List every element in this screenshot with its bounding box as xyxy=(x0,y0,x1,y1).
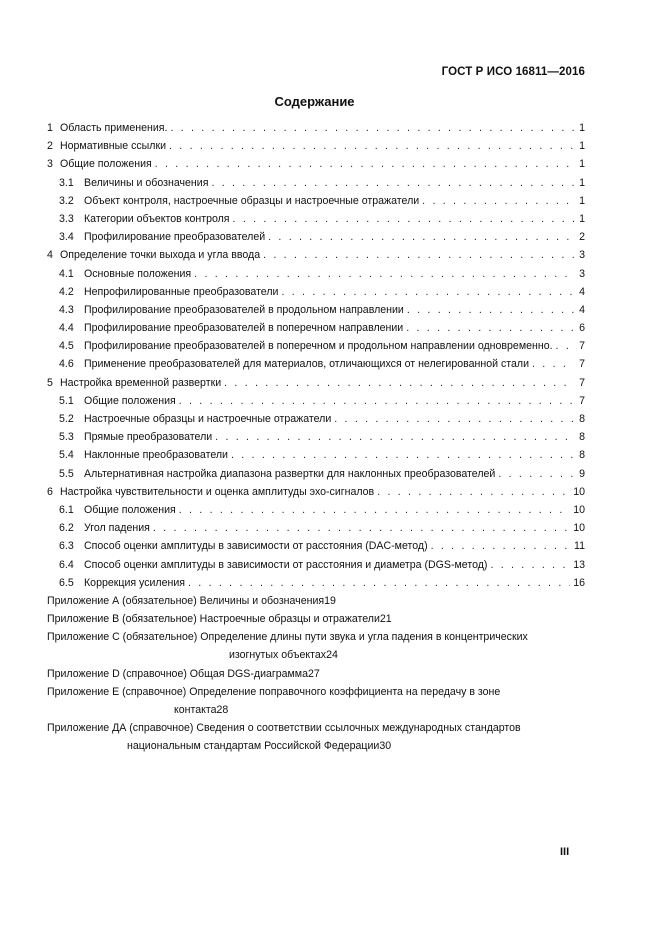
leader-dots xyxy=(334,410,574,428)
toc-entry-title: Профилирование преобразователей в поперечном направлении xyxy=(84,322,404,335)
toc-entry-number: 3.3 xyxy=(59,212,74,225)
leader-dots xyxy=(406,319,574,337)
toc-entry-page: 8 xyxy=(579,431,585,444)
toc-entry-page: 3 xyxy=(579,249,585,262)
toc-entry-title: Угол падения xyxy=(84,522,150,535)
toc-entry-number: 6.4 xyxy=(59,558,74,571)
toc-entry-page: 9 xyxy=(579,467,585,480)
leader-dots xyxy=(556,337,574,355)
toc-entry-page: 6 xyxy=(579,322,585,335)
toc-entry-number: 4.2 xyxy=(59,285,74,298)
toc-entry-title: Общие положения xyxy=(84,503,176,516)
toc-entry-title: Коррекция усиления xyxy=(84,576,186,589)
leader-dots xyxy=(407,301,574,319)
appendix-title-line1: Приложение Е (справочное) Определение поправочного коэффициента на передачу в зоне xyxy=(47,685,501,698)
toc-entry-number: 4.4 xyxy=(59,322,74,335)
toc-entry-page: 4 xyxy=(579,285,585,298)
leader-dots xyxy=(215,428,574,446)
toc-entry[interactable] xyxy=(47,265,585,283)
toc-entry-number: 4 xyxy=(47,249,53,262)
toc-entry[interactable] xyxy=(47,537,585,555)
toc-entry[interactable] xyxy=(47,428,585,446)
toc-entry-number: 6 xyxy=(47,485,53,498)
toc-entry-page: 27 xyxy=(308,667,320,680)
toc-entry[interactable] xyxy=(47,556,585,574)
toc-entry[interactable] xyxy=(47,519,585,537)
toc-entry-title: Альтернативная настройка диапазона развертки для наклонных преобразователей xyxy=(84,467,496,480)
toc-entry-title: Настроечные образцы и настроечные отражатели xyxy=(84,413,332,425)
toc-entry-number: 5.1 xyxy=(59,394,74,407)
toc-entry-page: 21 xyxy=(379,613,392,626)
toc-entry-number: 3 xyxy=(47,158,53,171)
toc-entry-number: 1 xyxy=(47,122,53,134)
toc-entry-page: 24 xyxy=(326,649,338,662)
toc-entry-page: 1 xyxy=(579,194,585,207)
toc-entry-title: Наклонные преобразователи xyxy=(84,449,228,462)
page-number: III xyxy=(560,846,570,858)
toc-appendix-entry[interactable] xyxy=(47,628,585,664)
toc-entry-title: Профилирование преобразователей в поперечном и продольном направлении одновременно. xyxy=(84,340,553,353)
appendix-title: Приложение А (обязательное) Величины и обозначения xyxy=(47,594,325,607)
toc-entry-page: 1 xyxy=(579,140,585,153)
appendix-title: Приложение В (обязательное) Настроечные образцы и отражатели xyxy=(47,613,380,626)
toc-entry-title: Определение точки выхода и угла ввода xyxy=(60,249,261,262)
toc-entry-page: 8 xyxy=(579,449,585,462)
toc-entry[interactable] xyxy=(47,337,585,355)
leader-dots xyxy=(233,210,574,228)
toc-entry[interactable] xyxy=(47,446,585,464)
leader-dots xyxy=(155,155,574,173)
toc-entry-page: 10 xyxy=(573,522,585,535)
toc-entry-number: 6.3 xyxy=(59,540,74,553)
leader-dots xyxy=(153,519,570,537)
toc-entry-page: 30 xyxy=(379,740,392,753)
toc-entry-title: Нормативные ссылки xyxy=(60,140,167,153)
toc-entry-page: 7 xyxy=(579,394,585,407)
leader-dots xyxy=(211,174,574,192)
toc-appendix-entry[interactable] xyxy=(47,719,585,755)
toc-entry-page: 7 xyxy=(579,358,585,371)
appendix-title-line1: Приложение С (обязательное) Определение длины пути звука и угла падения в концентрических xyxy=(47,631,528,644)
toc-entry-page: 1 xyxy=(579,176,585,189)
toc-appendix-entry[interactable] xyxy=(47,683,585,719)
toc-entry-page: 7 xyxy=(579,376,585,389)
toc-entry[interactable] xyxy=(47,301,585,319)
leader-dots xyxy=(170,119,574,137)
toc-entry-title: Объект контроля, настроечные образцы и настроечные отражатели xyxy=(84,194,420,207)
document-code-header: ГОСТ Р ИСО 16811—2016 xyxy=(441,66,585,78)
toc-entry-number: 6.2 xyxy=(59,522,74,535)
appendix-title-line2: изогнутых объектах xyxy=(229,649,327,662)
toc-entry[interactable] xyxy=(47,355,585,373)
toc-entry-title: Способ оценки амплитуды в зависимости от расстояния (DAC-метод) xyxy=(84,540,428,553)
toc-entry-number: 5.3 xyxy=(59,431,74,444)
toc-appendix-entry[interactable] xyxy=(47,665,585,683)
leader-dots xyxy=(281,283,574,301)
leader-dots xyxy=(231,446,574,464)
toc-entry-title: Применение преобразователей для материалов, отличающихся от нелегированной стали xyxy=(84,358,529,371)
toc-entry-title: Общие положения xyxy=(84,394,176,407)
toc-entry-number: 3.1 xyxy=(59,176,74,189)
toc-entry-page: 10 xyxy=(573,503,585,516)
leader-dots xyxy=(224,374,574,392)
toc-entry-number: 3.4 xyxy=(59,231,74,244)
toc-entry-title: Непрофилированные преобразователи xyxy=(84,285,279,298)
toc-entry[interactable] xyxy=(47,192,585,210)
toc-entry[interactable] xyxy=(47,501,585,519)
toc-entry-page: 8 xyxy=(579,413,585,425)
toc-entry-page: 13 xyxy=(573,558,585,571)
leader-dots xyxy=(377,483,570,501)
leader-dots xyxy=(188,574,570,592)
toc-appendix-entry[interactable] xyxy=(47,610,585,628)
toc-entry-title: Общие положения xyxy=(60,158,152,171)
toc-entry-number: 5.5 xyxy=(59,467,74,480)
toc-entry-page: 2 xyxy=(579,231,585,244)
leader-dots xyxy=(532,355,574,373)
toc-entry-title: Способ оценки амплитуды в зависимости от расстояния и диаметра (DGS-метод) xyxy=(84,558,488,571)
toc-entry-title: Область применения. xyxy=(60,122,168,134)
toc-entry-title: Основные положения xyxy=(84,267,192,280)
toc-entry-title: Категории объектов контроля xyxy=(84,212,230,225)
leader-dots xyxy=(169,137,574,155)
leader-dots xyxy=(194,265,574,283)
leader-dots xyxy=(263,246,574,264)
toc-entry[interactable] xyxy=(47,574,585,592)
toc-entry-number: 5.4 xyxy=(59,449,74,462)
toc-entry[interactable] xyxy=(47,392,585,410)
toc-entry-number: 6.1 xyxy=(59,503,74,516)
toc-entry-page: 3 xyxy=(579,267,585,280)
toc-entry[interactable] xyxy=(47,155,585,173)
toc-entry[interactable] xyxy=(47,174,585,192)
toc-entry-title: Величины и обозначения xyxy=(84,176,209,189)
leader-dots xyxy=(268,228,574,246)
toc-entry-page: 4 xyxy=(579,303,585,316)
toc-entry-title: Прямые преобразователи xyxy=(84,431,213,444)
toc-entry[interactable] xyxy=(47,319,585,337)
toc-entry-page: 10 xyxy=(573,485,585,498)
toc-entry-page: 19 xyxy=(324,594,336,607)
appendix-title-line1: Приложение ДА (справочное) Сведения о соответствии ссылочных международных стандартов xyxy=(47,722,521,735)
toc-entry-number: 2 xyxy=(47,140,53,153)
toc-entry-page: 16 xyxy=(573,576,585,589)
toc-entry-title: Настройка временной развертки xyxy=(60,376,222,389)
toc-entry-page: 1 xyxy=(579,212,585,225)
leader-dots xyxy=(431,537,571,555)
toc-appendix-entry[interactable] xyxy=(47,592,585,610)
toc-entry[interactable] xyxy=(47,137,585,155)
toc-entry[interactable] xyxy=(47,210,585,228)
toc-entry-number: 4.5 xyxy=(59,340,74,353)
toc-entry-page: 11 xyxy=(574,540,585,553)
toc-entry[interactable] xyxy=(47,283,585,301)
toc-entry-number: 5 xyxy=(47,376,53,389)
leader-dots xyxy=(179,392,574,410)
table-of-contents xyxy=(47,119,585,756)
toc-entry-title: Профилирование преобразователей xyxy=(84,231,266,244)
toc-entry-title: Профилирование преобразователей в продольном направлении xyxy=(84,303,404,316)
toc-title: Содержание xyxy=(274,94,355,109)
toc-entry[interactable] xyxy=(47,374,585,392)
toc-entry[interactable] xyxy=(47,228,585,246)
toc-entry-number: 3.2 xyxy=(59,194,74,207)
toc-entry-page: 7 xyxy=(579,340,585,353)
toc-entry-page: 1 xyxy=(579,158,585,171)
toc-entry-number: 4.1 xyxy=(59,267,74,280)
toc-entry-number: 5.2 xyxy=(59,413,74,425)
appendix-title-line2: национальным стандартам Российской Федерации xyxy=(127,740,380,753)
toc-entry-number: 6.5 xyxy=(59,576,74,589)
leader-dots xyxy=(422,192,574,210)
toc-entry[interactable] xyxy=(47,465,585,483)
toc-entry-number: 4.6 xyxy=(59,358,74,371)
toc-entry[interactable] xyxy=(47,410,585,428)
toc-entry[interactable] xyxy=(47,119,585,137)
toc-entry-page: 28 xyxy=(216,704,229,716)
toc-entry-number: 4.3 xyxy=(59,303,74,316)
leader-dots xyxy=(179,501,570,519)
leader-dots xyxy=(498,465,574,483)
toc-entry-title: Настройка чувствительности и оценка амплитуды эхо-сигналов xyxy=(60,485,375,498)
appendix-title-line2: контакта xyxy=(174,704,217,716)
toc-entry[interactable] xyxy=(47,483,585,501)
toc-entry[interactable] xyxy=(47,246,585,264)
appendix-title: Приложение D (справочное) Общая DGS-диаграмма xyxy=(47,667,308,680)
toc-entry-page: 1 xyxy=(579,122,585,134)
leader-dots xyxy=(490,556,570,574)
